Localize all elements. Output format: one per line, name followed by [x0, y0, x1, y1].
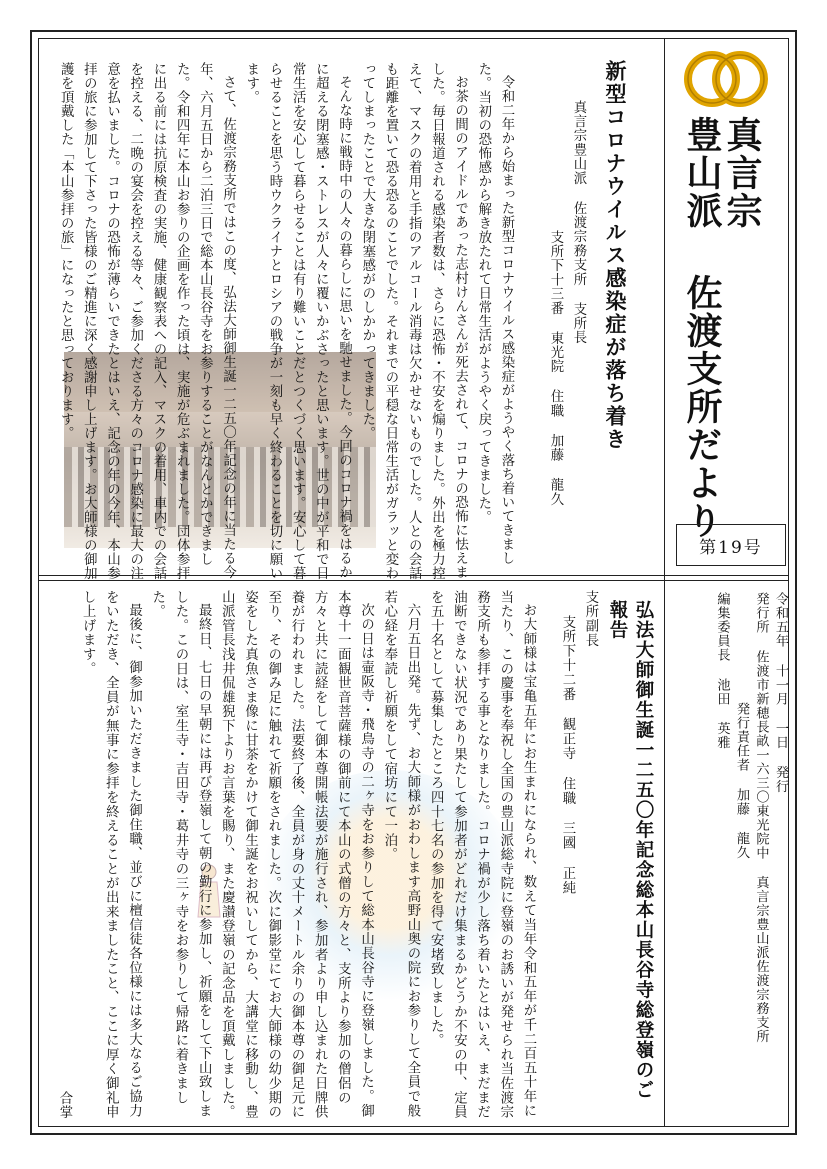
article1-byline-role: 真言宗豊山派 佐渡宗務支所 支所長 — [571, 100, 586, 345]
paragraph: さて、佐渡宗務支所ではこの度、弘法大師御生誕一二五〇年記念の年に当たる今年、六月五日から二泊三日で総本山長谷寺をお参りすることがなんとかできました。令和四年に本山お参りの企画を作った頃は、実施が危ぶまれました。団体参拝に出る前には抗原検査の実施、健康観察表への記入、マスクの着用、車内での会話を控える、二晩の宴会を控える等々、ご参加くださる方々のコロナ感染に最大の注意を払いました。コロナの恐怖が薄らいできたとはいえ、記念の年の今年、本山参拝の旅に参加して下さった皆様のご精進に深く感謝申し上げます。お大師様の御加護を頂戴した「本山参拝の旅」になったと思っております。 — [58, 62, 236, 580]
masthead-sect: 真言宗 — [721, 116, 763, 230]
paragraph: そんな時に戦時中の人々の暮らしに思いを馳せました。今回のコロナ禍をはるかに超える閉塞感・ストレスが人々に覆いかぶさったと思います。世の中が平和で日常生活を安心して暮らせることは有り難いことだとつくづく思います。安心して暮らせることを思う時ウクライナとロシアの戦争が一刻も早く終わることを切に願います。 — [243, 62, 352, 580]
paragraph: 最後に、御参加いただきました御住職、並びに檀信徒各位様には多大なるご協力をいただき、全員が無事に参拝を終えることが出来ましたこと、ここに厚く御礼申し上げます。 — [80, 590, 142, 1120]
closing-gassho: 合掌 — [56, 1091, 72, 1120]
article1-byline-author: 支所下十三番 東光院 住職 加藤 龍久 — [548, 230, 563, 507]
publication-date: 令和五年 十一月 一日 発行 — [773, 592, 788, 794]
paragraph: 六月五日出発。先ず、お大師様がおわします高野山奥の院にお参りして全員で般若心経を奉読し祈願をして宿坊にて一泊。 — [381, 590, 420, 1119]
issue-number: 第19号 — [676, 524, 786, 566]
responsible-publisher: 発行責任者 加藤 龍久 — [734, 702, 749, 860]
article2-byline-author: 支所下十二番 観正寺 住職 三國 正純 — [560, 615, 575, 895]
paragraph: 令和二年から始まった新型コロナウイルス感染症がようやく落ち着いてきました。当初の恐怖感から解き放たれて日常生活がようやく戻ってきました。 — [475, 62, 514, 566]
paragraph: お茶の間のアイドルであった志村けんさんが死去されて、コロナの恐怖に怯えました。毎日報道される感染者数は、さらに恐怖・不安を煽りました。外出を極力控えて、マスクの着用と手指のアルコール消毒は欠かせないものでした。人との会話も距離を置いて恐る恐るのことでした。それまでの平穏な日常生活がガラッと変わってしまったことで大きな閉塞感がのしかかってきました。 — [359, 62, 468, 580]
article1-title: 新型コロナウイルス感染症が落ち着き — [603, 60, 628, 451]
paragraph: 最終日、七日の早朝には再び登嶺して朝の勤行に参加し、祈願をして下山致しました。この日は、室生寺・吉田寺・葛井寺の三ヶ寺をお参りして帰路に着きました。 — [149, 590, 212, 1119]
colophon — [672, 592, 790, 1122]
article2-byline — [548, 590, 602, 1110]
publisher: 発行所 佐渡市新穂長畝一六三〇東光院中 真言宗豊山派佐渡宗務支所 — [753, 592, 769, 1044]
article2-title: 弘法大師御生誕一二五〇年記念総本山長谷寺総登嶺のご報告 — [607, 600, 654, 1100]
masthead-title: 豊山派 佐渡支所だより — [681, 116, 723, 540]
article1-byline — [530, 100, 590, 560]
double-ring-logo — [680, 44, 772, 114]
side-column-divider — [664, 38, 665, 1127]
chief-editor: 編集委員長 池田 英雅 — [714, 592, 730, 750]
paragraph: お大師様は宝亀五年にお生まれになられ、数えて当年令和五年が千二百五十年に当たり、この慶事を奉祝し全国の豊山派総寺院に登嶺のお誘いが発せられ当佐渡宗務支所も参拝する事となりました。コロナ禍が少し落ち着いたとはいえ、まだまだ油断できない状況であり果たして参加者がどれだけ集まるかどうか不安の中、定員を五十名として募集したところ四十七名の参加を得て安堵致しました。 — [428, 590, 536, 1120]
paragraph: 次の日は壷阪寺・飛鳥寺の二ヶ寺をお参りして総本山長谷寺に登嶺しました。御本尊十一面観世音菩薩様の御前にて本山の式僧の方々と、支所より参加の僧侶の方々と共に読経をして御本尊開帳法要が施行され、参加者より申し込まれた日牌供養が行われました。法要終了後、全員が身の丈十メートル余りの御本尊の御足元に至り、その御み足に触れて祈願をされました。次に御影堂にてお大師様の幼少期の姿をした真魚さま像に甘茶をかけて御生誕をお祝いしてから、大講堂に移動し、豊山派管長浅井侃雄猊下よりお言葉を賜り、また慶讃登嶺の記念品を頂戴しました。 — [219, 590, 374, 1120]
article2-body — [56, 590, 540, 1120]
article1-body — [48, 62, 518, 582]
article2-byline-role: 支所副長 — [583, 590, 598, 648]
